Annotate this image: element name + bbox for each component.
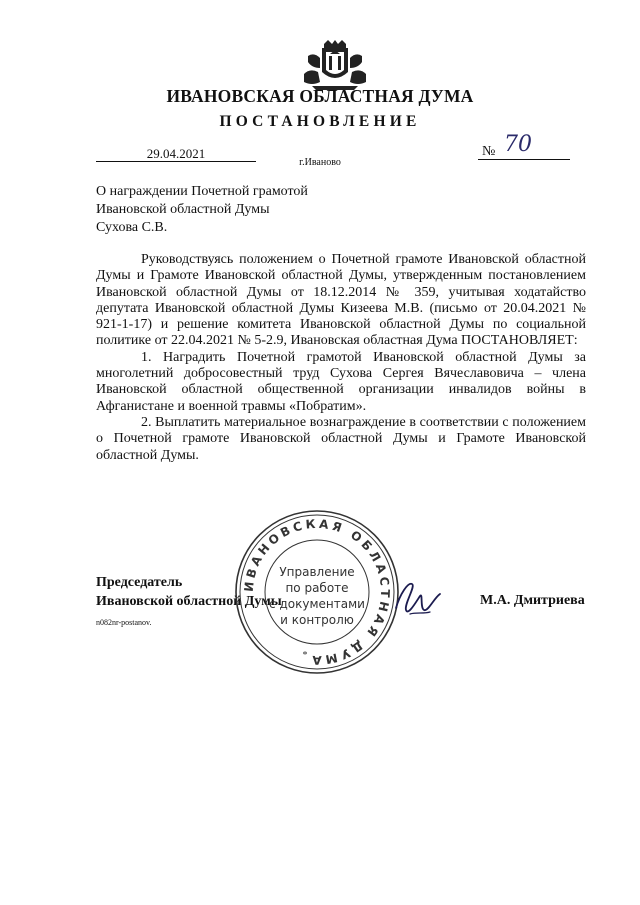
- number-value: 70: [504, 132, 532, 157]
- number-label: №: [482, 144, 496, 159]
- svg-text:*: *: [302, 650, 308, 661]
- stamp-text-line: Управление: [279, 565, 355, 579]
- signatory-title-line: Председатель: [96, 575, 183, 590]
- stamp-ring-text: ИВАНОВСКАЯ ОБЛАСТНАЯ ДУМА: [241, 516, 393, 668]
- body-paragraph: Руководствуясь положением о Почетной грамоте Ивановской областной Думы и Грамоте Ивановской областной Думы, утвержденным постановлением Ивановской областной Думы от 18.12.2014 № 359, учитывая ходатайство депутата Ивановской областной Думы Кизеева М.В. (письмо от 20.04.2021 № 921-1-17) и решение комитета Ивановской областной Думы по социальной политике от 22.04.2021 № 5-2.9, Ивановская областная Дума ПОСТАНОВЛЯЕТ:: [96, 252, 586, 349]
- signatory-title-line: Ивановской областной Думы: [96, 594, 282, 609]
- official-stamp: [233, 508, 401, 676]
- body-paragraph: 1. Наградить Почетной грамотой Ивановской областной Думы за многолетний добросовестный труд Сухова Сергея Вячеславовича – члена Ивановской областной общественной организации инвалидов войны в Афганистане и военной травмы «Побратим».: [96, 349, 586, 414]
- stamp-text-line: по работе: [285, 581, 349, 595]
- organization-name: ИВАНОВСКАЯ ОБЛАСТНАЯ ДУМА: [166, 86, 474, 106]
- subject-line: О награждении Почетной грамотой: [96, 184, 308, 199]
- document-type: ПОСТАНОВЛЕНИЕ: [219, 113, 421, 130]
- file-reference: n082nr-postanov.: [96, 618, 152, 627]
- document-body: [96, 252, 586, 464]
- document-date: 29.04.2021: [96, 147, 256, 162]
- body-paragraph: 2. Выплатить материальное вознаграждение в соответствии с положением о Почетной грамоте Ивановской областной Думы и Грамоте Ивановской областной Думы.: [96, 414, 586, 463]
- handwritten-signature-icon: [390, 574, 446, 620]
- signatory-name: М.А. Дмитриева: [480, 593, 585, 608]
- stamp-text-line: с документами: [269, 597, 365, 611]
- subject-line: Ивановской областной Думы: [96, 202, 270, 217]
- coat-of-arms-icon: [300, 38, 370, 92]
- city: г.Иваново: [299, 157, 341, 168]
- subject-line: Сухова С.В.: [96, 220, 168, 235]
- stamp-text-line: и контролю: [280, 613, 354, 627]
- subject: [96, 183, 308, 237]
